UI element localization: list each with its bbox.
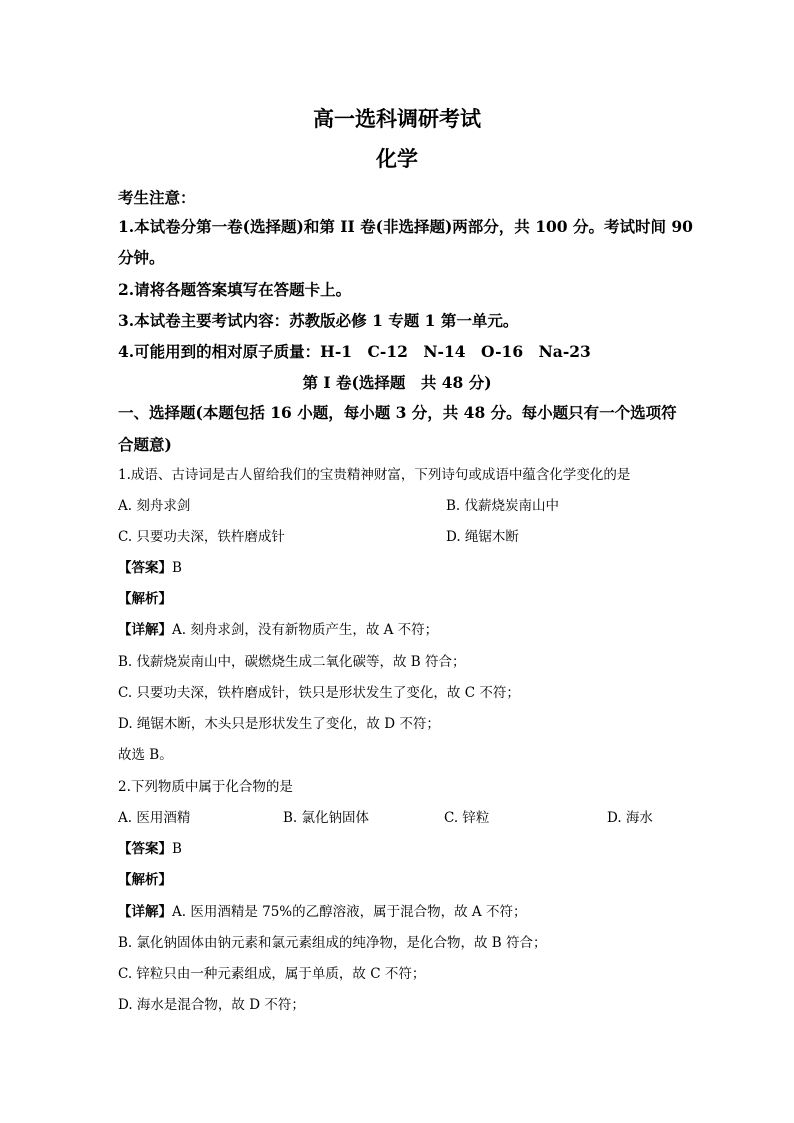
q1-option-a: A. 刻舟求剑 — [118, 498, 191, 514]
q1-answer-value: B — [172, 560, 182, 576]
part-heading: 一、选择题(本题包括 16 小题，每小题 3 分，共 48 分。每小题只有一个选项符 — [118, 403, 677, 422]
q1-detail-b: B. 伐薪烧炭南山中，碳燃烧生成二氧化碳等，故 B 符合； — [118, 654, 466, 670]
q2-detail-b: B. 氯化钠固体由钠元素和氯元素组成的纯净物，是化合物，故 B 符合； — [118, 935, 547, 951]
q1-detail-a — [118, 624, 438, 638]
notice-item-4: 4.可能用到的相对原子质量：H-1 C-12 N-14 O-16 Na-23 — [118, 342, 591, 361]
q1-answer — [118, 562, 182, 576]
q1-answer-tag: 【答案】 — [118, 560, 172, 576]
volume-title: 第 I 卷(选择题 共 48 分) — [302, 373, 492, 392]
notice-item-1-cont: 分钟。 — [118, 248, 165, 267]
q2-detail-d: D. 海水是混合物，故 D 不符； — [118, 997, 305, 1013]
q2-analysis-tag: 【解析】 — [118, 872, 172, 888]
q1-detail-c: C. 只要功夫深，铁杵磨成针，铁只是形状发生了变化，故 C 不符； — [118, 685, 520, 701]
q1-detail-d: D. 绳锯木断，木头只是形状发生了变化，故 D 不符； — [118, 716, 440, 732]
q2-answer-value: B — [172, 841, 182, 857]
q2-option-c: C. 锌粒 — [444, 810, 490, 826]
q2-option-d: D. 海水 — [607, 810, 653, 826]
q1-stem: 1.成语、古诗词是古人留给我们的宝贵精神财富，下列诗句或成语中蕴含化学变化的是 — [118, 467, 631, 483]
notice-item-2: 2.请将各题答案填写在答题卡上。 — [118, 280, 352, 299]
q2-option-a: A. 医用酒精 — [118, 810, 191, 826]
q1-option-b: B. 伐薪烧炭南山中 — [446, 498, 560, 514]
q2-detail-c: C. 锌粒只由一种元素组成，属于单质，故 C 不符； — [118, 966, 426, 982]
q1-detail-a-text: A. 刻舟求剑，没有新物质产生，故 A 不符； — [172, 622, 439, 638]
notice-heading: 考生注意： — [118, 188, 196, 207]
q2-detail-a-text: A. 医用酒精是 75%的乙醇溶液，属于混合物，故 A 不符； — [172, 904, 527, 920]
q1-option-d: D. 绳锯木断 — [446, 529, 519, 545]
q2-answer — [118, 843, 182, 857]
notice-item-1: 1.本试卷分第一卷(选择题)和第 II 卷(非选择题)两部分，共 100 分。考试时间 90 — [118, 217, 693, 236]
q2-option-b: B. 氯化钠固体 — [283, 810, 370, 826]
q2-answer-tag: 【答案】 — [118, 841, 172, 857]
q1-detail-tag: 【详解】 — [118, 622, 172, 638]
notice-item-3: 3.本试卷主要考试内容：苏教版必修 1 专题 1 第一单元。 — [118, 311, 519, 330]
q1-analysis-tag: 【解析】 — [118, 591, 172, 607]
exam-title: 高一选科调研考试 — [313, 106, 481, 131]
q1-conclusion: 故选 B。 — [118, 747, 173, 763]
q2-stem: 2.下列物质中属于化合物的是 — [118, 779, 293, 795]
q1-option-c: C. 只要功夫深，铁杵磨成针 — [118, 529, 285, 545]
q2-detail-tag: 【详解】 — [118, 904, 172, 920]
part-heading-cont: 合题意) — [118, 435, 172, 454]
q2-detail-a — [118, 906, 526, 920]
exam-subject: 化学 — [376, 146, 418, 171]
